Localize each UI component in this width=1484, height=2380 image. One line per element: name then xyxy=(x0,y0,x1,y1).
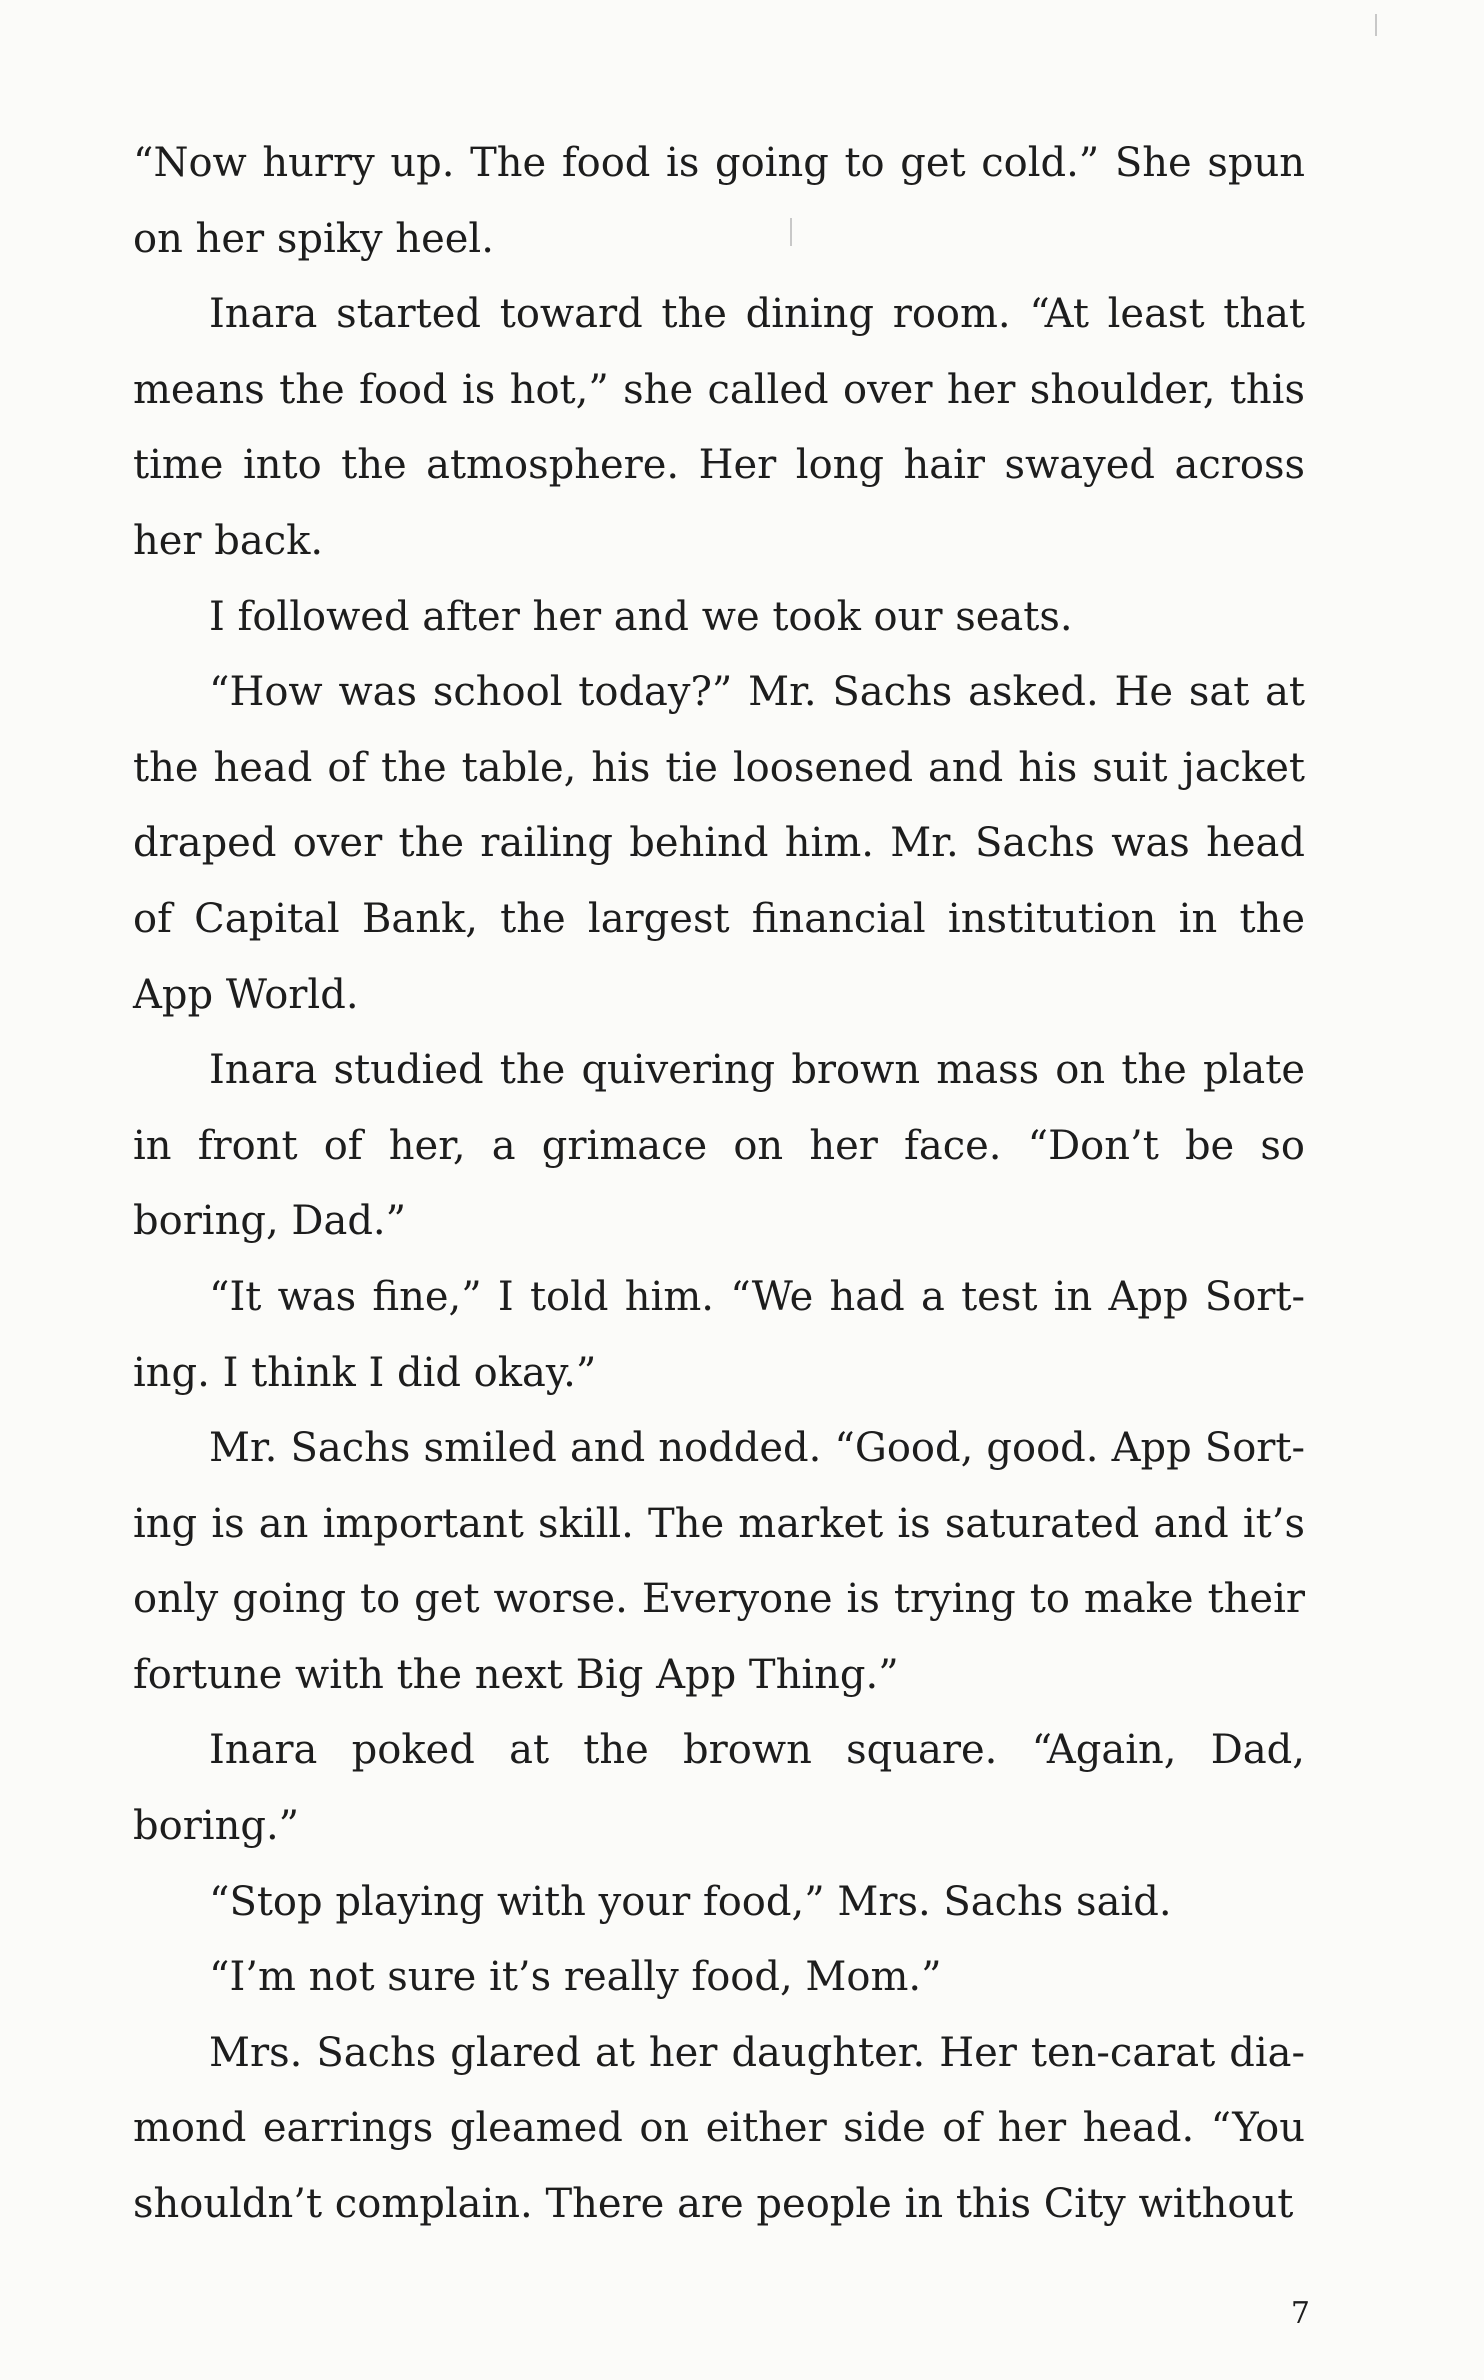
paragraph: “I’m not sure it’s really food, Mom.” xyxy=(209,1954,942,2001)
scan-mark xyxy=(1375,14,1377,36)
paragraph: “How was school today?” Mr. Sachs asked. He sat at the head of the table, his tie loosened and his suit jacket draped over the railing behind him. Mr. Sachs was head of Capital Bank, the largest financial institution in the App World. xyxy=(133,669,1305,1018)
paragraph: Inara studied the quivering brown mass on the plate in front of her, a grimace on her face. “Don’t be so boring, Dad.” xyxy=(133,1047,1305,1245)
paragraph: “It was fine,” I told him. “We had a test in App Sorting. I think I did okay.” xyxy=(133,1273,1305,1396)
paragraph: Inara started toward the dining room. “At least that means the food is hot,” she called over her shoulder, this time into the atmosphere. Her long hair swayed across her back. xyxy=(133,291,1305,564)
paragraph: “Stop playing with your food,” Mrs. Sachs said. xyxy=(209,1878,1172,1925)
paragraph: Inara poked at the brown square. “Again, Dad, boring.” xyxy=(133,1727,1305,1850)
page-number: 7 xyxy=(1290,2296,1310,2331)
paragraph: I followed after her and we took our seats. xyxy=(209,593,1073,640)
paragraph: “Now hurry up. The food is going to get cold.” She spun on her spiky heel. xyxy=(133,140,1305,262)
body-text xyxy=(133,126,1305,2243)
paragraph: Mr. Sachs smiled and nodded. “Good, good. App Sorting is an important skill. The market is saturated and it’s only going to get worse. Everyone is trying to make their fortune with the next Big App Thing.” xyxy=(133,1425,1305,1698)
paragraph: Mrs. Sachs glared at her daughter. Her ten-carat diamond earrings gleamed on either side of her head. “You shouldn’t complain. There are people in this City without xyxy=(133,2029,1305,2228)
